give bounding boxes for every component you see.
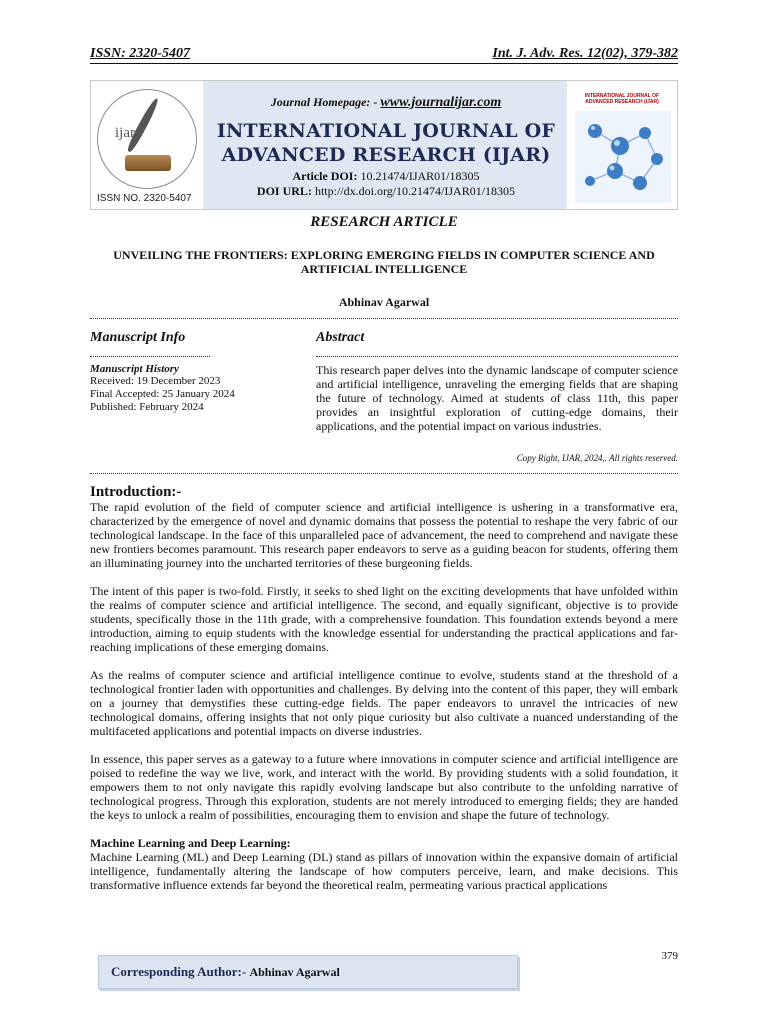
doi-value: 10.21474/IJAR01/18305	[360, 169, 480, 183]
corresponding-author	[111, 964, 340, 980]
manuscript-info-heading: Manuscript Info	[90, 330, 186, 345]
abstract-text: This research paper delves into the dynamic landscape of computer science and artificial intelligence, unraveling the emerging fields that are shaping the future of technology. Aimed at students of class 11th, this paper provides an insightful exploration of cutting-edge domains, their applications, and the potential impact on various industries.	[316, 363, 678, 433]
running-head	[90, 44, 678, 64]
section-heading-ml: Machine Learning and Deep Learning:	[90, 836, 291, 850]
logo-text: ijar	[115, 125, 135, 141]
abstract-heading: Abstract	[316, 330, 365, 345]
page-number: 379	[661, 950, 678, 962]
body-paragraph: As the realms of computer science and artificial intelligence continue to evolve, students stand at the threshold of a technological frontier laden with opportunities and challenges. By delving into the content of this paper, they will embark on a journey that demystifies these cutting-edge fields. The paper endeavors to unravel the intricacies of new technological domains, offering insights that not only pique curiosity but also cultivate a nuanced understanding of the multifaceted applications and potential impacts on diverse industries.	[90, 668, 678, 738]
journal-name-line2: ADVANCED RESEARCH (IJAR)	[221, 144, 551, 166]
cover-title: INTERNATIONAL JOURNAL OF ADVANCED RESEARCH (IJAR)	[584, 93, 660, 105]
copyright-notice: Copy Right, IJAR, 2024,. All rights reserved.	[516, 453, 678, 463]
homepage-link[interactable]: www.journalijar.com	[380, 95, 502, 110]
body-paragraph: In essence, this paper serves as a gateway to a future where innovations in computer science and artificial intelligence are poised to redefine the way we live, work, and interact with the world. By providing students with a solid foundation, it empowers them to not only navigate this rapidly evolving landscape but also contribute to the unfolding narrative of technological progress. Through this exploration, students are not merely introduced to emerging fields; they are handed the keys to unlock a realm of possibilities, encouraging them to envision and shape the future of technology.	[90, 752, 678, 822]
article-body	[90, 484, 678, 892]
divider	[90, 356, 210, 357]
journal-homepage	[203, 95, 569, 111]
body-paragraph: The rapid evolution of the field of computer science and artificial intelligence is ushering in a transformative era, characterized by the emergence of novel and dynamic domains that possess the potential to reshape the very fabric of our technological landscape. In the face of this unparalleled pace of advancement, the need to comprehend and navigate these new frontiers becomes paramount. This research paper endeavors to serve as a guiding beacon for students, offering them an illuminating journey into the uncharted territories of these burgeoning fields.	[90, 500, 678, 570]
author-name: Abhinav Agarwal	[338, 295, 430, 309]
corresponding-label: Corresponding Author:-	[111, 964, 250, 979]
article-type: RESEARCH ARTICLE	[310, 214, 458, 230]
logo-circle	[97, 89, 197, 189]
introduction-heading: Introduction:-	[90, 484, 182, 500]
journal-name-line1: INTERNATIONAL JOURNAL OF	[216, 120, 556, 142]
logo-issn: ISSN NO. 2320-5407	[97, 193, 192, 204]
book-icon	[125, 155, 171, 171]
received-date: Received: 19 December 2023	[90, 375, 221, 387]
issn-label: ISSN: 2320-5407	[90, 46, 190, 61]
molecule-illustration-icon	[575, 111, 671, 203]
abstract-section	[316, 330, 678, 433]
corresponding-name: Abhinav Agarwal	[249, 965, 340, 979]
citation-label: Int. J. Adv. Res. 12(02), 379-382	[492, 46, 678, 61]
divider	[316, 356, 678, 357]
journal-name	[203, 119, 569, 167]
manuscript-info	[90, 330, 290, 414]
journal-banner	[90, 80, 678, 210]
divider	[90, 473, 678, 474]
manuscript-history-title: Manuscript History	[90, 363, 179, 375]
journal-cover-image	[567, 81, 677, 209]
doi-block	[203, 169, 569, 199]
journal-logo	[91, 81, 203, 209]
doi-url-link[interactable]: http://dx.doi.org/10.21474/IJAR01/18305	[314, 184, 516, 198]
doi-label: Article DOI:	[292, 169, 361, 183]
body-paragraph: Machine Learning (ML) and Deep Learning (DL) stand as pillars of innovation within the expansive domain of artificial intelligence, fundamentally altering the landscape of how computers perceive, learn, and make decisions. This transformative influence extends far beyond the theoretical realm, permeating various practical applications	[90, 850, 678, 892]
body-paragraph: The intent of this paper is two-fold. Firstly, it seeks to shed light on the exciting developments that have unfolded within the realms of computer science and artificial intelligence. The second, and equally significant, objective is to provide students, specifically those in the 11th grade, with a comprehensive foundation. This foundation extends beyond a mere introduction, aiming to equip students with the knowledge essential for understanding the practical applications and far-reaching implications of these emerging domains.	[90, 584, 678, 654]
doi-url-label: DOI URL:	[256, 184, 315, 198]
corresponding-author-box	[98, 955, 518, 989]
article-title: UNVEILING THE FRONTIERS: EXPLORING EMERGING FIELDS IN COMPUTER SCIENCE AND ARTIFICIAL INTELLIGENCE	[113, 248, 655, 276]
published-date: Published: February 2024	[90, 401, 204, 413]
divider	[90, 318, 678, 319]
homepage-label: Journal Homepage: -	[270, 95, 381, 109]
accepted-date: Final Accepted: 25 January 2024	[90, 388, 235, 400]
